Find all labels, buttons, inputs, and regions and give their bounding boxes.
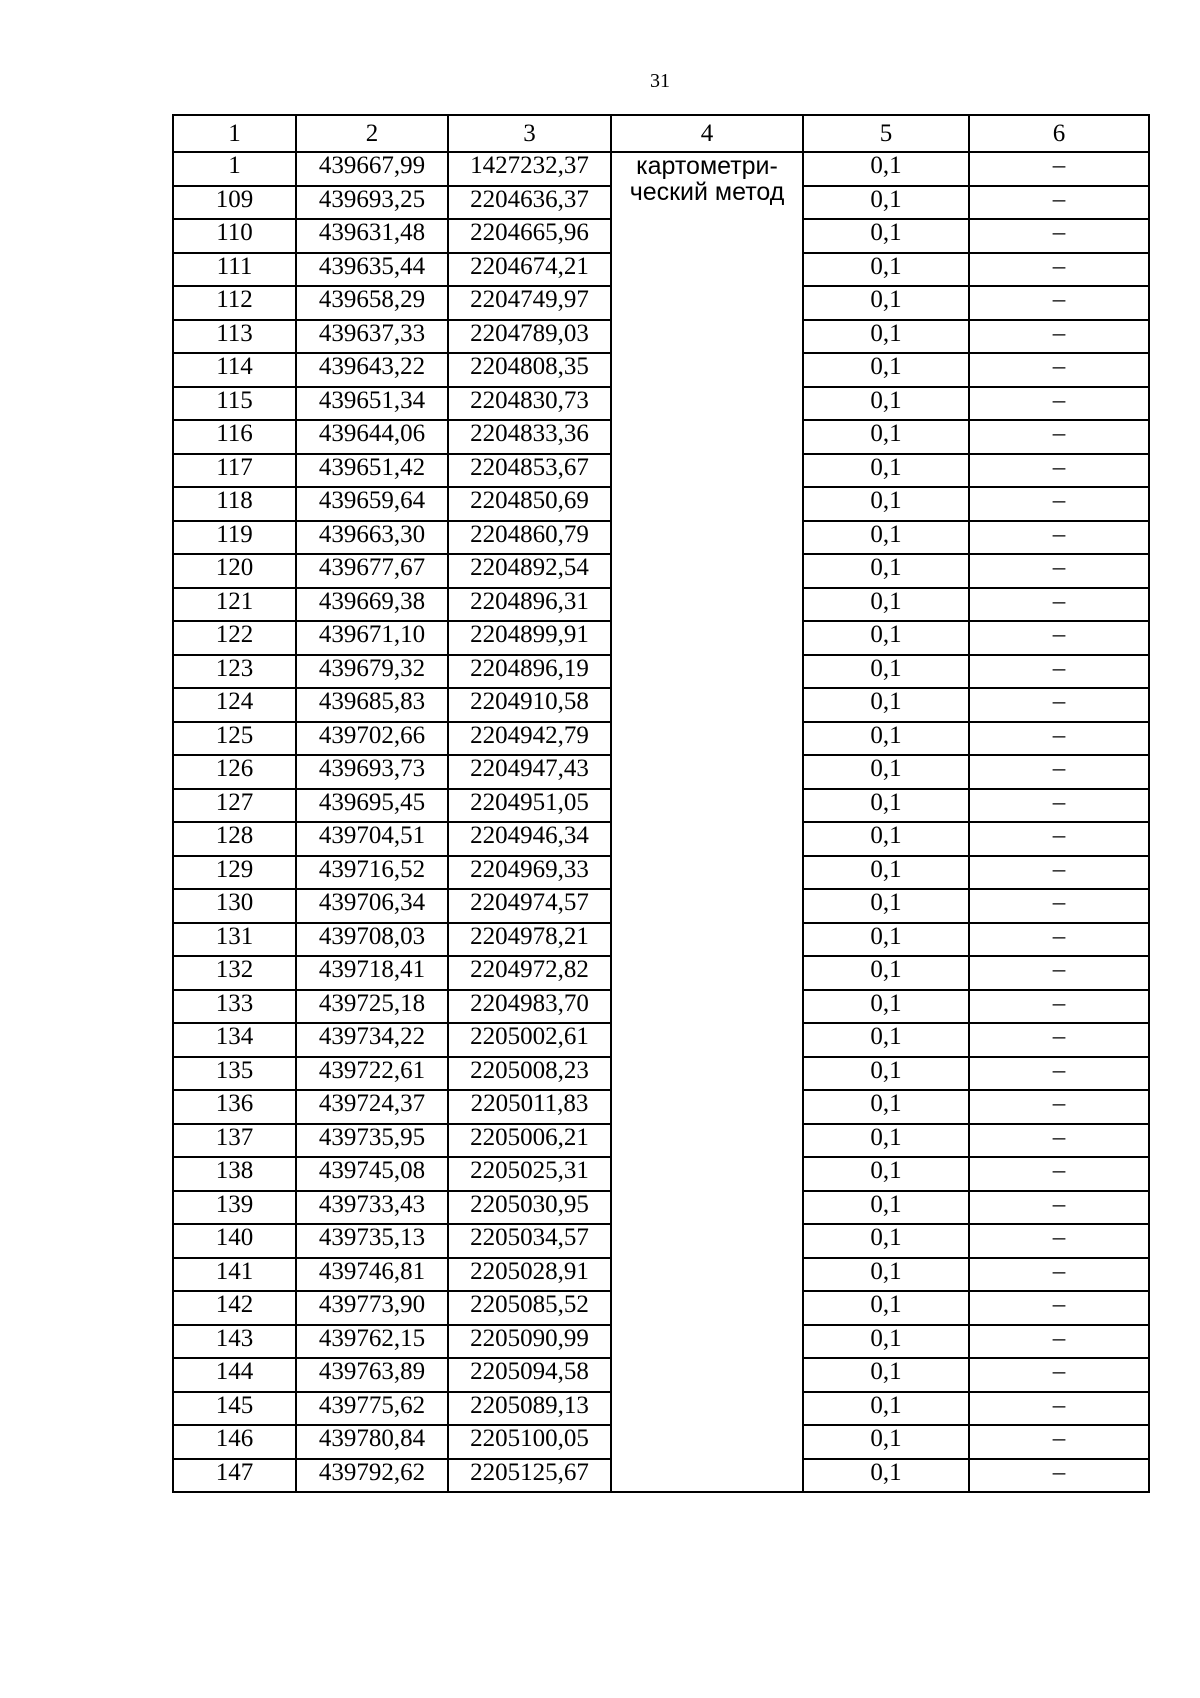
point-number-cell: 142 <box>173 1291 296 1325</box>
accuracy-cell: 0,1 <box>803 1124 969 1158</box>
y-coordinate-cell: 2205030,95 <box>448 1191 611 1225</box>
column-header-3: 3 <box>448 115 611 152</box>
note-cell: – <box>969 755 1149 789</box>
note-cell: – <box>969 856 1149 890</box>
accuracy-cell: 0,1 <box>803 990 969 1024</box>
point-number-cell: 109 <box>173 186 296 220</box>
accuracy-cell: 0,1 <box>803 889 969 923</box>
x-coordinate-cell: 439693,73 <box>296 755 448 789</box>
point-number-cell: 126 <box>173 755 296 789</box>
y-coordinate-cell: 2205025,31 <box>448 1157 611 1191</box>
point-number-cell: 127 <box>173 789 296 823</box>
y-coordinate-cell: 2204946,34 <box>448 822 611 856</box>
y-coordinate-cell: 2204830,73 <box>448 387 611 421</box>
y-coordinate-cell: 2204850,69 <box>448 487 611 521</box>
y-coordinate-cell: 2204969,33 <box>448 856 611 890</box>
accuracy-cell: 0,1 <box>803 755 969 789</box>
accuracy-cell: 0,1 <box>803 387 969 421</box>
y-coordinate-cell: 2204789,03 <box>448 320 611 354</box>
point-number-cell: 130 <box>173 889 296 923</box>
note-cell: – <box>969 789 1149 823</box>
accuracy-cell: 0,1 <box>803 923 969 957</box>
point-number-cell: 125 <box>173 722 296 756</box>
accuracy-cell: 0,1 <box>803 1258 969 1292</box>
accuracy-cell: 0,1 <box>803 956 969 990</box>
x-coordinate-cell: 439735,95 <box>296 1124 448 1158</box>
accuracy-cell: 0,1 <box>803 1425 969 1459</box>
note-cell: – <box>969 286 1149 320</box>
column-header-5: 5 <box>803 115 969 152</box>
y-coordinate-cell: 2205100,05 <box>448 1425 611 1459</box>
note-cell: – <box>969 1392 1149 1426</box>
x-coordinate-cell: 439637,33 <box>296 320 448 354</box>
point-number-cell: 1 <box>173 152 296 186</box>
point-number-cell: 115 <box>173 387 296 421</box>
note-cell: – <box>969 253 1149 287</box>
column-header-1: 1 <box>173 115 296 152</box>
method-cell <box>611 152 803 1492</box>
point-number-cell: 137 <box>173 1124 296 1158</box>
y-coordinate-cell: 2204910,58 <box>448 688 611 722</box>
point-number-cell: 119 <box>173 521 296 555</box>
x-coordinate-cell: 439763,89 <box>296 1358 448 1392</box>
x-coordinate-cell: 439734,22 <box>296 1023 448 1057</box>
point-number-cell: 134 <box>173 1023 296 1057</box>
x-coordinate-cell: 439792,62 <box>296 1459 448 1493</box>
y-coordinate-cell: 2205006,21 <box>448 1124 611 1158</box>
point-number-cell: 120 <box>173 554 296 588</box>
x-coordinate-cell: 439643,22 <box>296 353 448 387</box>
y-coordinate-cell: 2204808,35 <box>448 353 611 387</box>
y-coordinate-cell: 2204853,67 <box>448 454 611 488</box>
note-cell: – <box>969 1157 1149 1191</box>
y-coordinate-cell: 2204636,37 <box>448 186 611 220</box>
note-cell: – <box>969 219 1149 253</box>
x-coordinate-cell: 439631,48 <box>296 219 448 253</box>
note-cell: – <box>969 621 1149 655</box>
y-coordinate-cell: 2205002,61 <box>448 1023 611 1057</box>
point-number-cell: 136 <box>173 1090 296 1124</box>
x-coordinate-cell: 439651,34 <box>296 387 448 421</box>
y-coordinate-cell: 2204674,21 <box>448 253 611 287</box>
accuracy-cell: 0,1 <box>803 722 969 756</box>
x-coordinate-cell: 439706,34 <box>296 889 448 923</box>
accuracy-cell: 0,1 <box>803 856 969 890</box>
x-coordinate-cell: 439745,08 <box>296 1157 448 1191</box>
note-cell: – <box>969 1358 1149 1392</box>
x-coordinate-cell: 439677,67 <box>296 554 448 588</box>
accuracy-cell: 0,1 <box>803 554 969 588</box>
note-cell: – <box>969 1090 1149 1124</box>
y-coordinate-cell: 2205034,57 <box>448 1224 611 1258</box>
note-cell: – <box>969 889 1149 923</box>
accuracy-cell: 0,1 <box>803 186 969 220</box>
note-cell: – <box>969 152 1149 186</box>
point-number-cell: 146 <box>173 1425 296 1459</box>
x-coordinate-cell: 439693,25 <box>296 186 448 220</box>
table-header-row <box>173 115 1149 152</box>
point-number-cell: 143 <box>173 1325 296 1359</box>
method-text-line-2: ческий метод <box>629 178 785 206</box>
note-cell: – <box>969 588 1149 622</box>
point-number-cell: 128 <box>173 822 296 856</box>
point-number-cell: 131 <box>173 923 296 957</box>
note-cell: – <box>969 1224 1149 1258</box>
x-coordinate-cell: 439679,32 <box>296 655 448 689</box>
accuracy-cell: 0,1 <box>803 1157 969 1191</box>
accuracy-cell: 0,1 <box>803 1358 969 1392</box>
y-coordinate-cell: 2204951,05 <box>448 789 611 823</box>
point-number-cell: 147 <box>173 1459 296 1493</box>
note-cell: – <box>969 1057 1149 1091</box>
point-number-cell: 139 <box>173 1191 296 1225</box>
note-cell: – <box>969 923 1149 957</box>
point-number-cell: 112 <box>173 286 296 320</box>
x-coordinate-cell: 439651,42 <box>296 454 448 488</box>
note-cell: – <box>969 956 1149 990</box>
x-coordinate-cell: 439716,52 <box>296 856 448 890</box>
y-coordinate-cell: 2204860,79 <box>448 521 611 555</box>
accuracy-cell: 0,1 <box>803 1057 969 1091</box>
point-number-cell: 144 <box>173 1358 296 1392</box>
y-coordinate-cell: 2205090,99 <box>448 1325 611 1359</box>
y-coordinate-cell: 2204665,96 <box>448 219 611 253</box>
y-coordinate-cell: 2204983,70 <box>448 990 611 1024</box>
accuracy-cell: 0,1 <box>803 1459 969 1493</box>
x-coordinate-cell: 439773,90 <box>296 1291 448 1325</box>
accuracy-cell: 0,1 <box>803 1224 969 1258</box>
x-coordinate-cell: 439725,18 <box>296 990 448 1024</box>
note-cell: – <box>969 320 1149 354</box>
coordinates-table <box>172 114 1150 1493</box>
x-coordinate-cell: 439724,37 <box>296 1090 448 1124</box>
y-coordinate-cell: 2204972,82 <box>448 956 611 990</box>
table-row <box>173 152 1149 186</box>
y-coordinate-cell: 2205089,13 <box>448 1392 611 1426</box>
accuracy-cell: 0,1 <box>803 621 969 655</box>
note-cell: – <box>969 487 1149 521</box>
method-text-line-1: картометри- <box>636 152 778 180</box>
x-coordinate-cell: 439663,30 <box>296 521 448 555</box>
page-number <box>60 70 1200 93</box>
point-number-cell: 123 <box>173 655 296 689</box>
accuracy-cell: 0,1 <box>803 1392 969 1426</box>
y-coordinate-cell: 2205028,91 <box>448 1258 611 1292</box>
y-coordinate-cell: 2205008,23 <box>448 1057 611 1091</box>
column-header-2: 2 <box>296 115 448 152</box>
point-number-cell: 138 <box>173 1157 296 1191</box>
x-coordinate-cell: 439762,15 <box>296 1325 448 1359</box>
x-coordinate-cell: 439780,84 <box>296 1425 448 1459</box>
x-coordinate-cell: 439718,41 <box>296 956 448 990</box>
x-coordinate-cell: 439695,45 <box>296 789 448 823</box>
point-number-cell: 122 <box>173 621 296 655</box>
note-cell: – <box>969 420 1149 454</box>
y-coordinate-cell: 2204896,31 <box>448 588 611 622</box>
note-cell: – <box>969 1258 1149 1292</box>
note-cell: – <box>969 1291 1149 1325</box>
x-coordinate-cell: 439708,03 <box>296 923 448 957</box>
accuracy-cell: 0,1 <box>803 1291 969 1325</box>
point-number-cell: 135 <box>173 1057 296 1091</box>
y-coordinate-cell: 2205125,67 <box>448 1459 611 1493</box>
column-header-4: 4 <box>611 115 803 152</box>
note-cell: – <box>969 1023 1149 1057</box>
y-coordinate-cell: 2204896,19 <box>448 655 611 689</box>
y-coordinate-cell: 2205094,58 <box>448 1358 611 1392</box>
x-coordinate-cell: 439658,29 <box>296 286 448 320</box>
note-cell: – <box>969 722 1149 756</box>
note-cell: – <box>969 822 1149 856</box>
note-cell: – <box>969 353 1149 387</box>
note-cell: – <box>969 186 1149 220</box>
point-number-cell: 140 <box>173 1224 296 1258</box>
y-coordinate-cell: 2204974,57 <box>448 889 611 923</box>
point-number-cell: 129 <box>173 856 296 890</box>
accuracy-cell: 0,1 <box>803 822 969 856</box>
accuracy-cell: 0,1 <box>803 286 969 320</box>
point-number-cell: 132 <box>173 956 296 990</box>
note-cell: – <box>969 655 1149 689</box>
note-cell: – <box>969 1459 1149 1493</box>
point-number-cell: 117 <box>173 454 296 488</box>
accuracy-cell: 0,1 <box>803 152 969 186</box>
accuracy-cell: 0,1 <box>803 353 969 387</box>
point-number-cell: 118 <box>173 487 296 521</box>
accuracy-cell: 0,1 <box>803 1023 969 1057</box>
accuracy-cell: 0,1 <box>803 420 969 454</box>
x-coordinate-cell: 439733,43 <box>296 1191 448 1225</box>
note-cell: – <box>969 554 1149 588</box>
accuracy-cell: 0,1 <box>803 320 969 354</box>
y-coordinate-cell: 2204899,91 <box>448 621 611 655</box>
accuracy-cell: 0,1 <box>803 487 969 521</box>
x-coordinate-cell: 439775,62 <box>296 1392 448 1426</box>
note-cell: – <box>969 387 1149 421</box>
point-number-cell: 133 <box>173 990 296 1024</box>
x-coordinate-cell: 439635,44 <box>296 253 448 287</box>
accuracy-cell: 0,1 <box>803 521 969 555</box>
accuracy-cell: 0,1 <box>803 219 969 253</box>
y-coordinate-cell: 2204947,43 <box>448 755 611 789</box>
accuracy-cell: 0,1 <box>803 688 969 722</box>
x-coordinate-cell: 439722,61 <box>296 1057 448 1091</box>
accuracy-cell: 0,1 <box>803 655 969 689</box>
x-coordinate-cell: 439669,38 <box>296 588 448 622</box>
page-number-text: 31 <box>650 70 670 92</box>
x-coordinate-cell: 439667,99 <box>296 152 448 186</box>
accuracy-cell: 0,1 <box>803 1090 969 1124</box>
y-coordinate-cell: 2204942,79 <box>448 722 611 756</box>
accuracy-cell: 0,1 <box>803 1325 969 1359</box>
point-number-cell: 124 <box>173 688 296 722</box>
accuracy-cell: 0,1 <box>803 253 969 287</box>
point-number-cell: 141 <box>173 1258 296 1292</box>
note-cell: – <box>969 1325 1149 1359</box>
x-coordinate-cell: 439671,10 <box>296 621 448 655</box>
point-number-cell: 145 <box>173 1392 296 1426</box>
note-cell: – <box>969 1191 1149 1225</box>
y-coordinate-cell: 2205011,83 <box>448 1090 611 1124</box>
point-number-cell: 113 <box>173 320 296 354</box>
accuracy-cell: 0,1 <box>803 1191 969 1225</box>
note-cell: – <box>969 454 1149 488</box>
note-cell: – <box>969 521 1149 555</box>
y-coordinate-cell: 2204833,36 <box>448 420 611 454</box>
accuracy-cell: 0,1 <box>803 588 969 622</box>
y-coordinate-cell: 2204749,97 <box>448 286 611 320</box>
x-coordinate-cell: 439704,51 <box>296 822 448 856</box>
point-number-cell: 121 <box>173 588 296 622</box>
accuracy-cell: 0,1 <box>803 789 969 823</box>
y-coordinate-cell: 2204978,21 <box>448 923 611 957</box>
x-coordinate-cell: 439702,66 <box>296 722 448 756</box>
column-header-6: 6 <box>969 115 1149 152</box>
note-cell: – <box>969 1124 1149 1158</box>
y-coordinate-cell: 2205085,52 <box>448 1291 611 1325</box>
y-coordinate-cell: 2204892,54 <box>448 554 611 588</box>
point-number-cell: 111 <box>173 253 296 287</box>
accuracy-cell: 0,1 <box>803 454 969 488</box>
note-cell: – <box>969 1425 1149 1459</box>
x-coordinate-cell: 439746,81 <box>296 1258 448 1292</box>
note-cell: – <box>969 990 1149 1024</box>
point-number-cell: 116 <box>173 420 296 454</box>
point-number-cell: 114 <box>173 353 296 387</box>
x-coordinate-cell: 439644,06 <box>296 420 448 454</box>
x-coordinate-cell: 439685,83 <box>296 688 448 722</box>
table-body <box>173 115 1149 1492</box>
y-coordinate-cell: 1427232,37 <box>448 152 611 186</box>
point-number-cell: 110 <box>173 219 296 253</box>
note-cell: – <box>969 688 1149 722</box>
x-coordinate-cell: 439735,13 <box>296 1224 448 1258</box>
x-coordinate-cell: 439659,64 <box>296 487 448 521</box>
